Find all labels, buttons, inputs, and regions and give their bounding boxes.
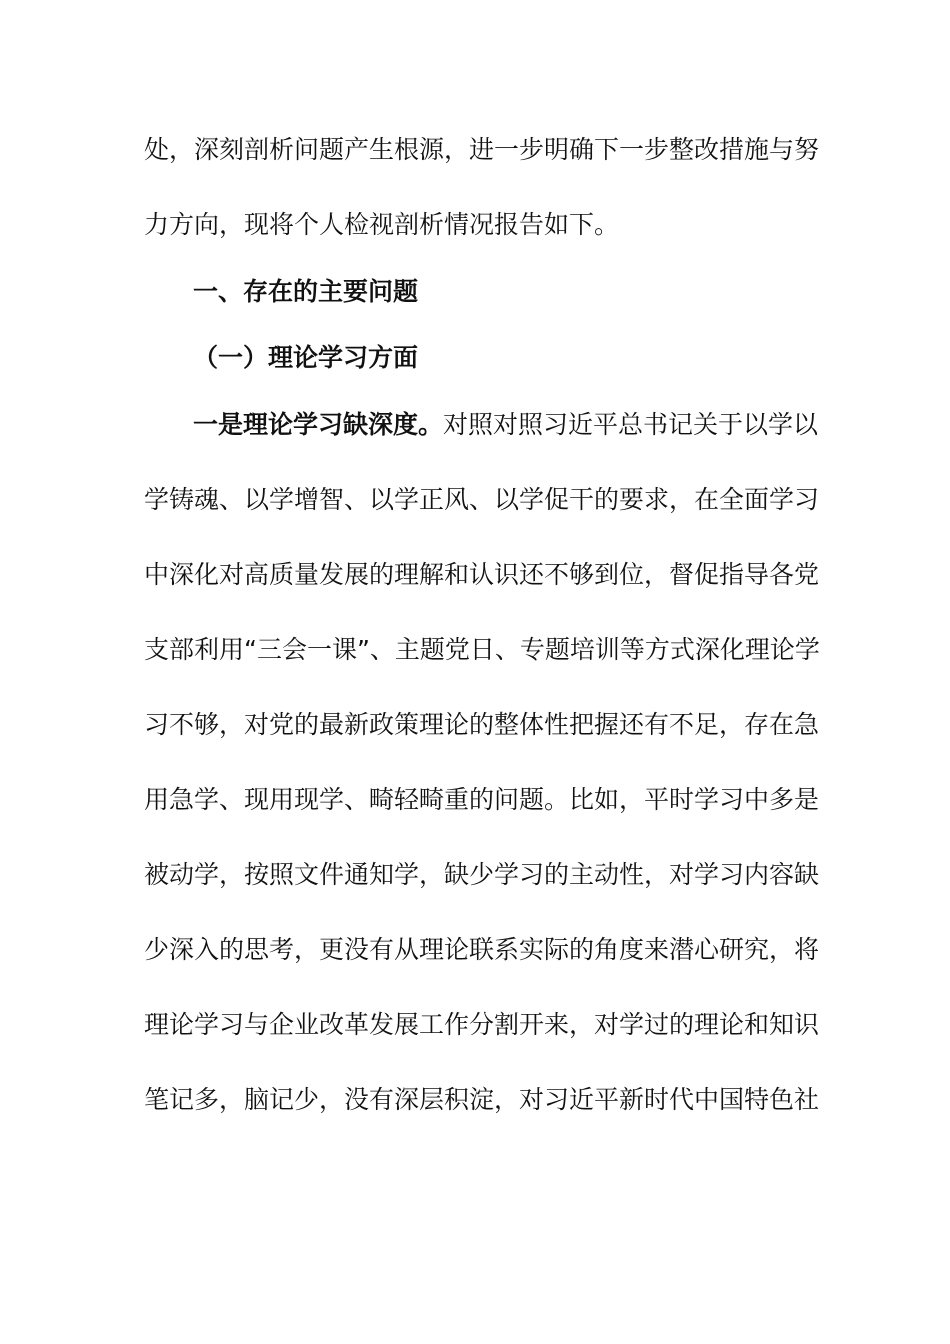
text-line: 理论学习与企业改革发展工作分割开来，对学过的理论和知识 <box>144 1010 820 1039</box>
text-line: 笔记多，脑记少，没有深层积淀，对习近平新时代中国特色社 <box>144 1085 820 1114</box>
text-line: 被动学，按照文件通知学，缺少学习的主动性，对学习内容缺 <box>144 860 820 889</box>
text-line: 中深化对高质量发展的理解和认识还不够到位，督促指导各党 <box>144 560 820 589</box>
text-line: 习不够，对党的最新政策理论的整体性把握还有不足，存在急 <box>144 710 820 739</box>
text-line: 力方向，现将个人检视剖析情况报告如下。 <box>144 210 620 239</box>
text-line: 少深入的思考，更没有从理论联系实际的角度来潜心研究，将 <box>144 935 820 964</box>
text-line: 支部利用“三会一课”、主题党日、专题培训等方式深化理论学 <box>144 635 820 664</box>
paragraph-first-line <box>193 409 853 441</box>
text-line: 用急学、现用现学、畸轻畸重的问题。比如，平时学习中多是 <box>144 785 820 814</box>
text-line: 处，深刻剖析问题产生根源，进一步明确下一步整改措施与努 <box>144 135 820 164</box>
subsection-heading: （一）理论学习方面 <box>193 343 419 372</box>
paragraph-lead: 一是理论学习缺深度。 <box>193 410 444 439</box>
paragraph-lead-rest: 对照对照习近平总书记关于以学以 <box>443 410 819 439</box>
section-heading: 一、存在的主要问题 <box>193 277 419 306</box>
text-line: 学铸魂、以学增智、以学正风、以学促干的要求，在全面学习 <box>144 485 820 514</box>
